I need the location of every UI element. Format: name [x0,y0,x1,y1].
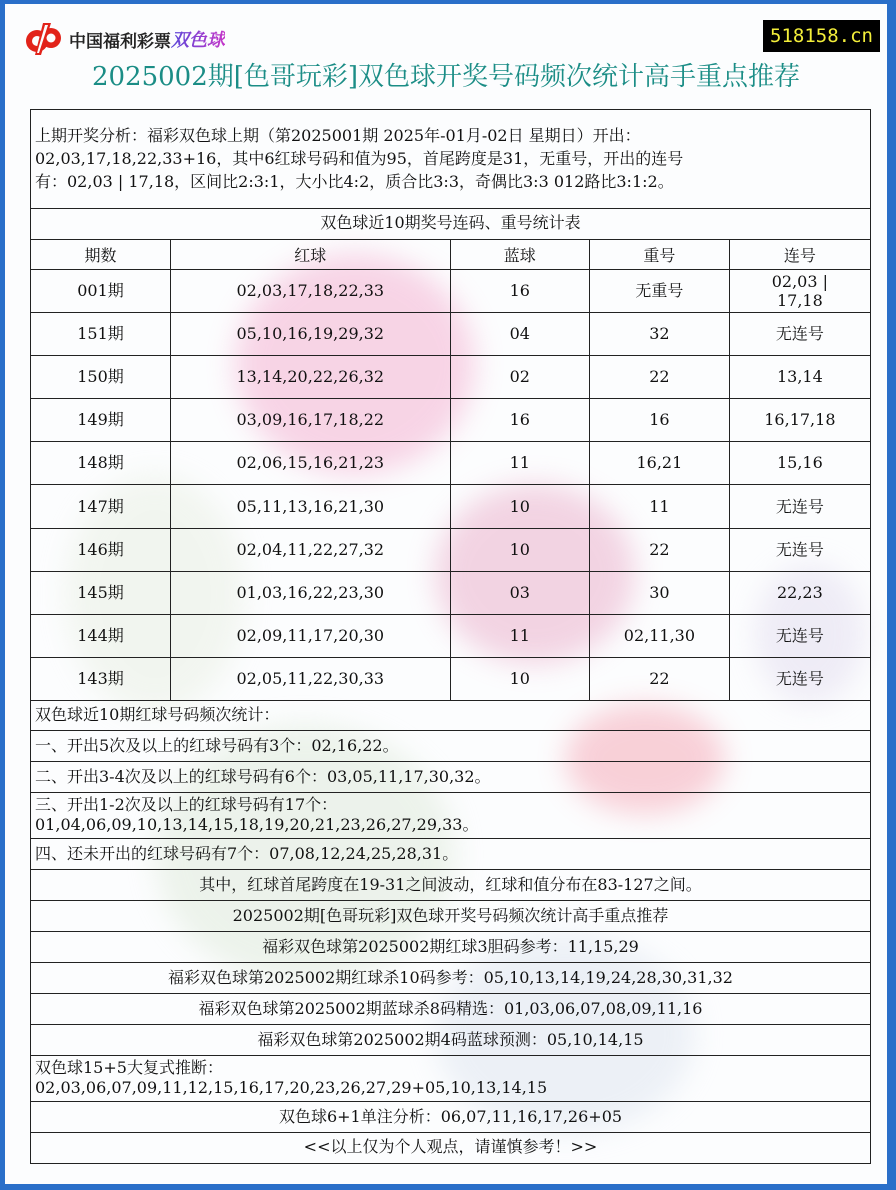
content-table [30,109,871,1164]
repeat-cell: 30 [590,571,730,614]
red-cell: 02,06,15,16,21,23 [171,442,450,485]
frequency-item-label: 三、开出1-2次及以上的红球号码有17个： [35,795,338,815]
stats-table-title: 双色球近10期奖号连码、重号统计表 [31,209,870,240]
frequency-item-5plus: 一、开出5次及以上的红球号码有3个：02,16,22。 [31,731,870,762]
period-cell: 149期 [31,399,171,442]
header [5,4,887,109]
recommend-title: 2025002期[色哥玩彩]双色球开奖号码频次统计高手重点推荐 [31,901,870,932]
red-cell: 05,11,13,16,21,30 [171,485,450,528]
frequency-item-3to4: 二、开出3-4次及以上的红球号码有6个：03,05,11,17,30,32。 [31,762,870,793]
fushi-numbers: 02,03,06,07,09,11,12,15,16,17,20,23,26,27,29+05,10,13,14,15 [35,1078,548,1098]
table-row [31,615,870,658]
period-cell: 148期 [31,442,171,485]
page-title: 2025002期[色哥玩彩]双色球开奖号码频次统计高手重点推荐 [91,62,801,92]
consecutive-cell: 16,17,18 [729,399,870,442]
logo-text: 中国福利彩票 [69,31,171,52]
blue-cell: 04 [450,312,590,355]
repeat-cell: 无重号 [590,269,730,312]
analysis-line: 上期开奖分析：福彩双色球上期（第2025001期 2025年-01月-02日 星期日）开出： [35,126,641,145]
red-cell: 01,03,16,22,23,30 [171,571,450,614]
consecutive-cell: 无连号 [729,312,870,355]
repeat-cell: 16 [590,399,730,442]
red-kill10: 福彩双色球第2025002期红球杀10码参考：05,10,13,14,19,24,28,30,31,32 [31,963,870,994]
stats-table [31,240,870,701]
red-cell: 02,05,11,22,30,33 [171,658,450,701]
red-cell: 02,04,11,22,27,32 [171,528,450,571]
table-row [31,312,870,355]
repeat-cell: 32 [590,312,730,355]
blue-cell: 10 [450,528,590,571]
red-cell: 05,10,16,19,29,32 [171,312,450,355]
fushi-recommendation [31,1056,870,1102]
blue-predict4: 福彩双色球第2025002期4码蓝球预测：05,10,14,15 [31,1025,870,1056]
period-cell: 145期 [31,571,171,614]
fushi-label: 双色球15+5大复式推断： [35,1058,223,1078]
blue-cell: 10 [450,658,590,701]
analysis-line: 02,03,17,18,22,33+16，其中6红球号码和值为95，首尾跨度是31，无重号，开出的连号 [35,149,684,168]
consecutive-cell: 13,14 [729,355,870,398]
frequency-summary: 其中，红球首尾跨度在19-31之间波动，红球和值分布在83-127之间。 [31,870,870,901]
table-row [31,269,870,312]
period-cell: 146期 [31,528,171,571]
table-header-row [31,240,870,269]
table-row [31,442,870,485]
table-row [31,528,870,571]
period-cell: 143期 [31,658,171,701]
table-row [31,355,870,398]
repeat-cell: 22 [590,658,730,701]
red-cell: 02,09,11,17,20,30 [171,615,450,658]
repeat-cell: 22 [590,355,730,398]
last-draw-analysis [31,110,870,209]
blue-cell: 02 [450,355,590,398]
table-row [31,399,870,442]
table-row [31,571,870,614]
welfare-lottery-logo-icon [21,21,65,57]
consecutive-cell: 无连号 [729,615,870,658]
page-frame [5,4,887,1184]
period-cell: 151期 [31,312,171,355]
frequency-item-numbers: 01,04,06,09,10,13,14,15,18,19,20,21,23,26,27,29,33。 [35,815,479,835]
logo-brand: 双色球 [171,26,225,52]
blue-kill8: 福彩双色球第2025002期蓝球杀8码精选：01,03,06,07,08,09,11,16 [31,994,870,1025]
red-cell: 03,09,16,17,18,22 [171,399,450,442]
analysis-line: 有：02,03 | 17,18，区间比2:3:1，大小比4:2，质合比3:3，奇偶比3:3 012路比3:1:2。 [35,172,674,191]
consecutive-cell: 15,16 [729,442,870,485]
repeat-cell: 16,21 [590,442,730,485]
frequency-item-1to2 [31,793,870,839]
table-row [31,485,870,528]
repeat-cell: 22 [590,528,730,571]
frequency-title: 双色球近10期红球号码频次统计： [31,701,870,731]
consecutive-cell [729,269,870,312]
period-cell: 001期 [31,269,171,312]
consecutive-cell: 无连号 [729,658,870,701]
column-header-repeat: 重号 [590,240,730,269]
blue-cell: 10 [450,485,590,528]
red-dan3: 福彩双色球第2025002期红球3胆码参考：11,15,29 [31,932,870,963]
blue-cell: 16 [450,269,590,312]
site-badge: 518158.cn [763,20,880,52]
consecutive-cell: 无连号 [729,528,870,571]
consecutive-line: 02,03 | [771,271,829,291]
consecutive-line: 17,18 [776,290,823,310]
lottery-logo [21,22,225,56]
column-header-red: 红球 [171,240,450,269]
consecutive-cell: 22,23 [729,571,870,614]
period-cell: 147期 [31,485,171,528]
blue-cell: 16 [450,399,590,442]
consecutive-cell: 无连号 [729,485,870,528]
column-header-blue: 蓝球 [450,240,590,269]
blue-cell: 11 [450,442,590,485]
blue-cell: 03 [450,571,590,614]
red-cell: 13,14,20,22,26,32 [171,355,450,398]
column-header-consecutive: 连号 [729,240,870,269]
single-bet: 双色球6+1单注分析：06,07,11,16,17,26+05 [31,1102,870,1133]
disclaimer: <<以上仅为个人观点，请谨慎参考！>> [303,1137,598,1157]
column-header-period: 期数 [31,240,171,269]
frequency-item-not-drawn: 四、还未开出的红球号码有7个：07,08,12,24,25,28,31。 [31,839,870,870]
blue-cell: 11 [450,615,590,658]
period-cell: 150期 [31,355,171,398]
table-row [31,658,870,701]
repeat-cell: 11 [590,485,730,528]
repeat-cell: 02,11,30 [590,615,730,658]
red-cell: 02,03,17,18,22,33 [171,269,450,312]
period-cell: 144期 [31,615,171,658]
